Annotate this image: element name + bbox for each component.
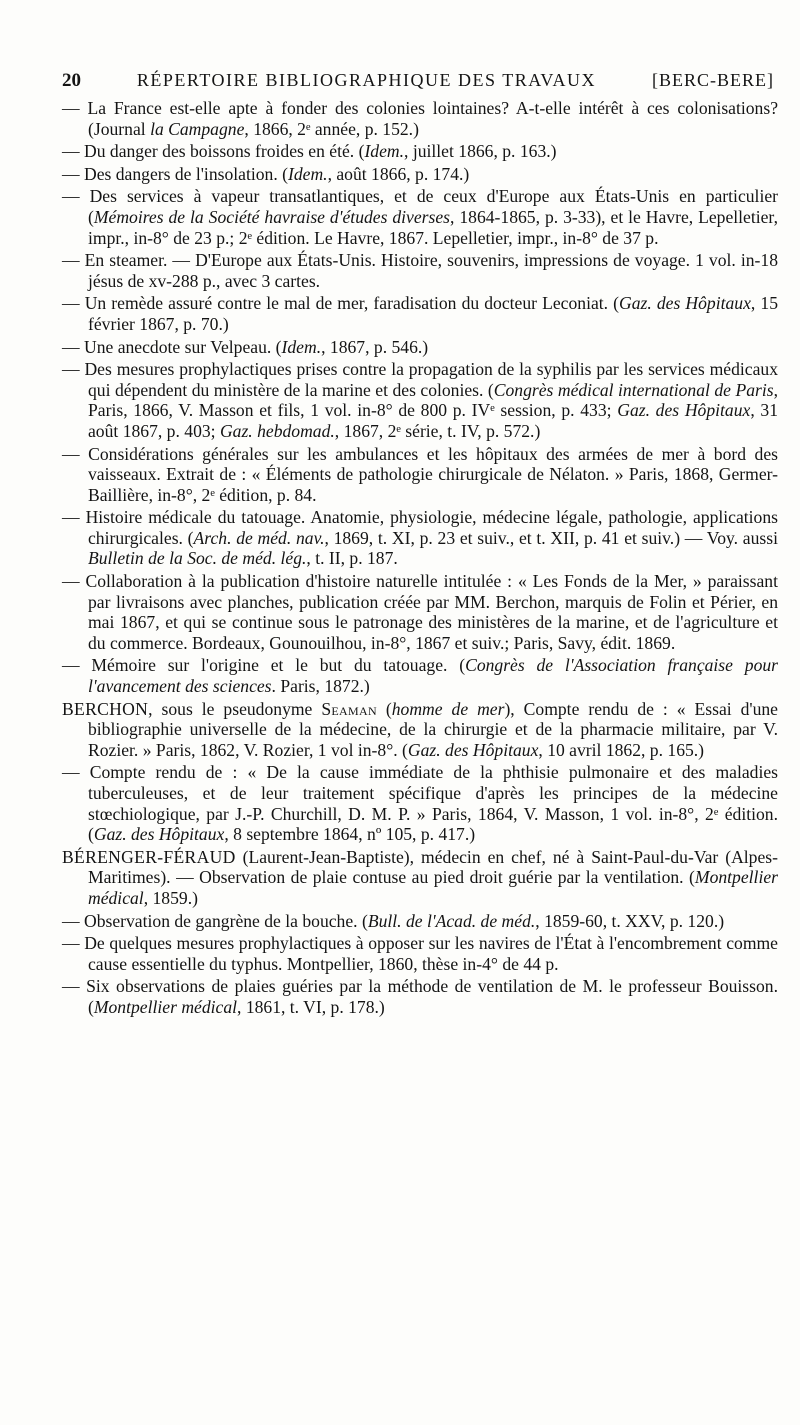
author-entry <box>62 699 778 761</box>
entry-text: , 15 février 1867, p. 70.) <box>88 293 778 334</box>
entry-text: , t. II, p. 187. <box>306 548 398 569</box>
running-header <box>62 70 774 92</box>
entry-text: — Compte rendu de : « De la cause immédiate de la phthisie pulmonaire et des maladies tuberculeuses, et de leur traitement spécifique d'après les principes de la médecine stœchiologique, par J.-P. Churchill, D. M. P. » Paris, 1864, V. Masson, 1 vol. in-8°, 2ᵉ édition. ( <box>62 762 778 845</box>
bibliography-entry <box>62 444 778 506</box>
source-title: Gaz. des Hôpitaux <box>619 293 751 314</box>
bibliography-entry <box>62 98 778 139</box>
entry-text: , 31 août 1867, p. 403; <box>88 400 779 441</box>
source-title: Gaz. des Hôpitaux <box>617 400 751 421</box>
source-title: Congrès de l'Association française pour l'avancement des sciences <box>88 655 779 697</box>
bibliography-entry <box>62 164 778 185</box>
source-title: homme de mer <box>391 698 505 719</box>
entry-text: — Des services à vapeur transatlantiques, et de ceux d'Europe aux États-Unis en particulier ( <box>62 186 778 227</box>
source-title: Bull. de l'Acad. de méd. <box>367 910 536 931</box>
entry-text: — Observation de gangrène de la bouche. ( <box>62 910 368 931</box>
author-entry <box>62 847 778 909</box>
entry-text: , août 1866, p. 174.) <box>327 163 470 184</box>
entry-text: , 1859.) <box>143 887 198 908</box>
entry-range: [BERC-BERE] <box>652 70 774 90</box>
source-title: Idem. <box>281 336 322 357</box>
bibliography-entry <box>62 571 778 653</box>
entry-text: , juillet 1866, p. 163.) <box>404 141 557 162</box>
entry-text: — Des dangers de l'insolation. ( <box>62 163 288 184</box>
entry-text: — Six observations de plaies guéries par la méthode de ventilation de M. le professeur Bouisson. ( <box>62 976 778 1017</box>
bibliography-entry <box>62 655 778 696</box>
bibliography-entry <box>62 337 778 358</box>
entry-text: , 10 avril 1862, p. 165.) <box>538 739 705 760</box>
entry-text: — La France est-elle apte à fonder des colonies lointaines? A-t-elle intérêt à ces colonisations? (Journal <box>62 98 778 139</box>
bibliography-entry <box>62 933 778 974</box>
bibliography-body <box>62 98 778 1020</box>
entry-text: , 1867, p. 546.) <box>321 336 429 357</box>
entry-text: , 1869, t. XI, p. 23 et suiv., et t. XII, p. 41 et suiv.) — Voy. aussi <box>324 527 778 548</box>
page-number: 20 <box>62 70 81 91</box>
entry-text: , 1859-60, t. XXV, p. 120.) <box>535 910 725 931</box>
bibliography-entry <box>62 976 778 1017</box>
entry-text: , 1867, 2ᵉ série, t. IV, p. 572.) <box>334 420 541 441</box>
entry-text: , 1866, 2ᵉ année, p. 152.) <box>244 118 419 139</box>
entry-text: . Paris, 1872.) <box>271 676 370 697</box>
entry-text: — De quelques mesures prophylactiques à opposer sur les navires de l'État à l'encombrement comme cause essentielle du typhus. Montpellier, 1860, thèse in-4° de 44 p. <box>62 933 778 974</box>
entry-text: ), Compte rendu de : « Essai d'une bibliographie universelle de la médecine, de la chirurgie et de la pharmacie militaire, par V. Rozier. » Paris, 1862, V. Rozier, 1 vol in-8°. ( <box>88 698 778 760</box>
author-name: BÉRENGER-FÉRAUD <box>62 846 236 867</box>
entry-text: , Paris, 1866, V. Masson et fils, 1 vol. in-8° de 800 p. IVᵉ session, p. 433; <box>88 379 778 421</box>
author-name: BERCHON <box>62 698 149 719</box>
entry-text: — Mémoire sur l'origine et le but du tatouage. ( <box>62 655 466 676</box>
source-title: Arch. de méd. nav. <box>193 527 325 548</box>
entry-text: (Laurent-Jean-Baptiste), médecin en chef, né à Saint-Paul-du-Var (Alpes-Maritimes). — Observation de plaie contuse au pied droit guérie par la ventilation. ( <box>88 846 778 888</box>
entry-text: ( <box>376 698 392 719</box>
entry-text: , 1861, t. VI, p. 178.) <box>237 996 385 1017</box>
entry-text: — Du danger des boissons froides en été. ( <box>62 141 365 162</box>
entry-text: — En steamer. — D'Europe aux États-Unis. Histoire, souvenirs, impressions de voyage. 1 vol. in-18 jésus de xv-288 p., avec 3 cartes. <box>62 250 778 291</box>
author-name: Seaman <box>321 698 377 719</box>
bibliography-entry <box>62 250 778 291</box>
bibliography-entry <box>62 507 778 569</box>
source-title: Bulletin de la Soc. de méd. lég. <box>88 548 307 569</box>
source-title: Idem. <box>287 163 328 184</box>
entry-text: , 8 septembre 1864, nº 105, p. 417.) <box>224 824 476 845</box>
entry-text: — Histoire médicale du tatouage. Anatomie, physiologie, médecine légale, pathologie, applications chirurgicales. ( <box>62 507 778 548</box>
running-title: RÉPERTOIRE BIBLIOGRAPHIQUE DES TRAVAUX <box>136 70 597 90</box>
bibliography-entry <box>62 911 778 932</box>
entry-text: , sous le pseudonyme <box>148 698 322 719</box>
source-title: Idem. <box>364 141 405 162</box>
source-title: Montpellier médical <box>93 996 238 1017</box>
source-title: la Campagne <box>150 118 245 139</box>
entry-text: , 1864-1865, p. 3-33), et le Havre, Lepelletier, impr., in-8° de 23 p.; 2ᵉ édition. Le Havre, 1867. Lepelletier, impr., in-8° de 37 p. <box>88 206 778 248</box>
source-title: Gaz. des Hôpitaux <box>407 739 539 760</box>
bibliography-entry <box>62 186 778 248</box>
source-title: Gaz. des Hôpitaux <box>93 824 225 845</box>
bibliography-entry <box>62 359 778 441</box>
bibliography-entry <box>62 762 778 844</box>
entry-text: — Collaboration à la publication d'histoire naturelle intitulée : « Les Fonds de la Mer, » paraissant par livraisons avec planches, publication créée par MM. Berchon, marquis de Folin et Périer, en mai 1867, et qui se continue sous le patronage des ministères de la marine, et de l'agriculture et du commerce. Bordeaux, Gounouilhou, in-8°, 1867 et suiv.; Paris, Savy, édit. 1869. <box>62 571 778 653</box>
bibliography-entry <box>62 141 778 162</box>
source-title: Mémoires de la Société havraise d'études diverses <box>93 206 451 227</box>
entry-text: — Des mesures prophylactiques prises contre la propagation de la syphilis par les services médicaux qui dépendent du ministère de la marine et des colonies. ( <box>62 359 778 400</box>
entry-text: — Une anecdote sur Velpeau. ( <box>62 336 282 357</box>
source-title: Congrès médical international de Paris <box>493 379 774 400</box>
source-title: Gaz. hebdomad. <box>219 420 335 441</box>
bibliography-entry <box>62 293 778 334</box>
source-title: Montpellier médical <box>88 867 778 908</box>
entry-text: — Un remède assuré contre le mal de mer, faradisation du docteur Leconiat. ( <box>62 293 620 314</box>
entry-text: — Considérations générales sur les ambulances et les hôpitaux des armées de mer à bord des vaisseaux. Extrait de : « Éléments de pathologie chirurgicale de Nélaton. » Paris, 1868, Germer-Baillière, in-8°, 2ᵉ édition, p. 84. <box>62 443 778 505</box>
